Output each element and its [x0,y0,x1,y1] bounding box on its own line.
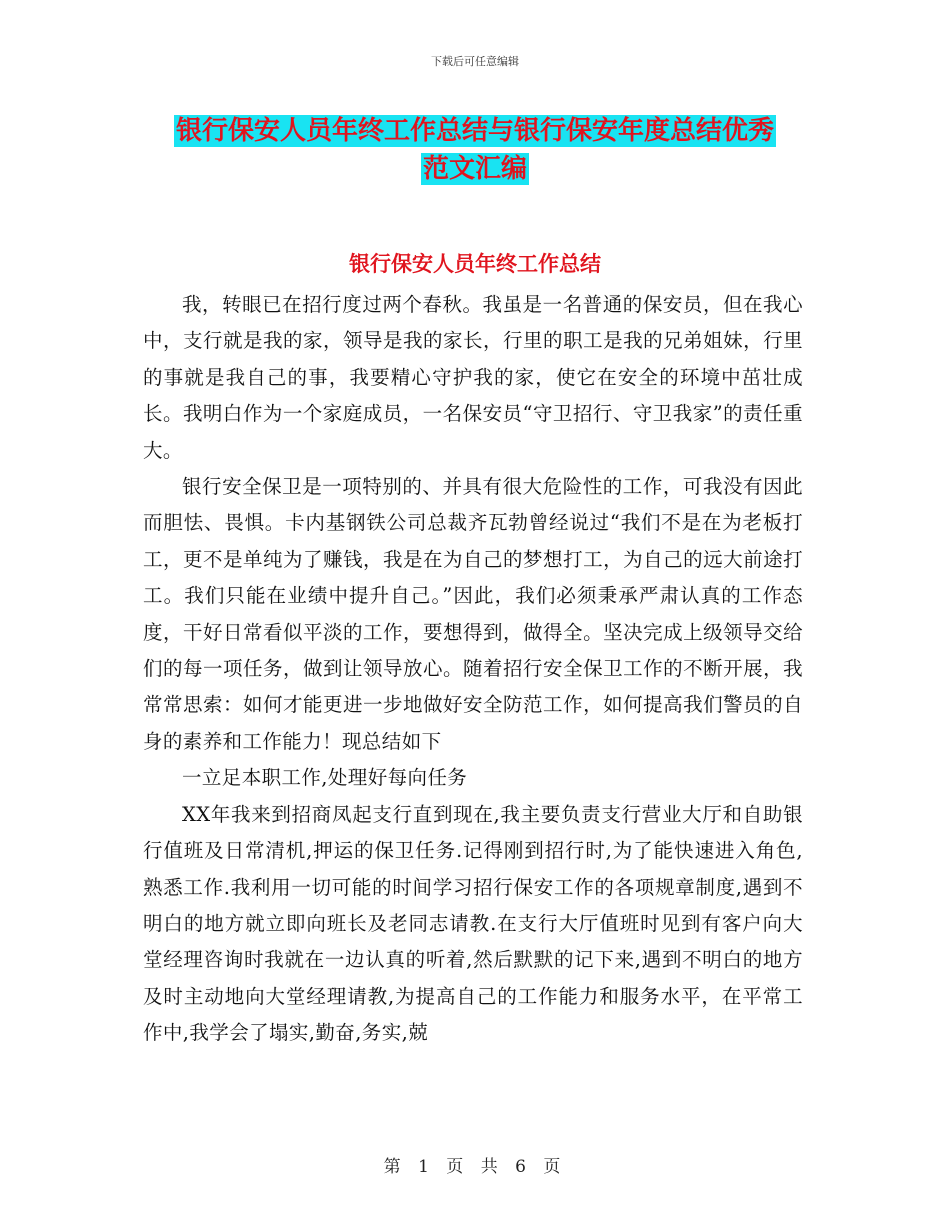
section-title: 银行保安人员年终工作总结 [349,252,601,276]
document-title-line1: 银行保安人员年终工作总结与银行保安年度总结优秀 [175,116,774,146]
document-title [150,112,800,188]
body-paragraph: 我，转眼已在招行度过两个春秋。我虽是一名普通的保安员，但在我心中，支行就是我的家，领导是我的家长，行里的职工是我的兄弟姐妹，行里的事就是我自己的事，我要精心守护我的家，使它在安全的环境中茁壮成长。我明白作为一个家庭成员，一名保安员“守卫招行、守卫我家”的责任重大。 [143,293,803,462]
document-body [143,287,803,1052]
body-paragraph: 银行安全保卫是一项特别的、并具有很大危险性的工作，可我没有因此而胆怯、畏惧。卡内基钢铁公司总裁齐瓦勃曾经说过“我们不是在为老板打工，更不是单纯为了赚钱，我是在为自己的梦想打工，为自己的远大前途打工。我们只能在业绩中提升自己。”因此，我们必须秉承严肃认真的工作态度，干好日常看似平淡的工作，要想得到，做得全。坚决完成上级领导交给们的每一项任务，做到让领导放心。随着招行安全保卫工作的不断开展，我常常思索：如何才能更进一步地做好安全防范工作，如何提高我们警员的自身的素养和工作能力！现总结如下 [143,475,803,753]
document-title-line2: 范文汇编 [422,154,527,184]
page-number: 第 1 页 共 6 页 [383,1157,567,1177]
body-paragraph: XX年我来到招商凤起支行直到现在,我主要负责支行营业大厅和自助银行值班及日常清机,押运的保卫任务.记得刚到招行时,为了能快速进入角色,熟悉工作.我利用一切可能的时间学习招行保安工作的各项规章制度,遇到不明白的地方就立即向班长及老同志请教.在支行大厅值班时见到有客户向大堂经理咨询时我就在一边认真的听着,然后默默的记下来,遇到不明白的地方及时主动地向大堂经理请教,为提高自己的工作能力和服务水平，在平常工作中,我学会了塌实,勤奋,务实,兢 [143,802,803,1045]
section-heading-item: 一立足本职工作,处理好每向任务 [182,766,468,790]
header-note: 下载后可任意编辑 [431,55,519,68]
